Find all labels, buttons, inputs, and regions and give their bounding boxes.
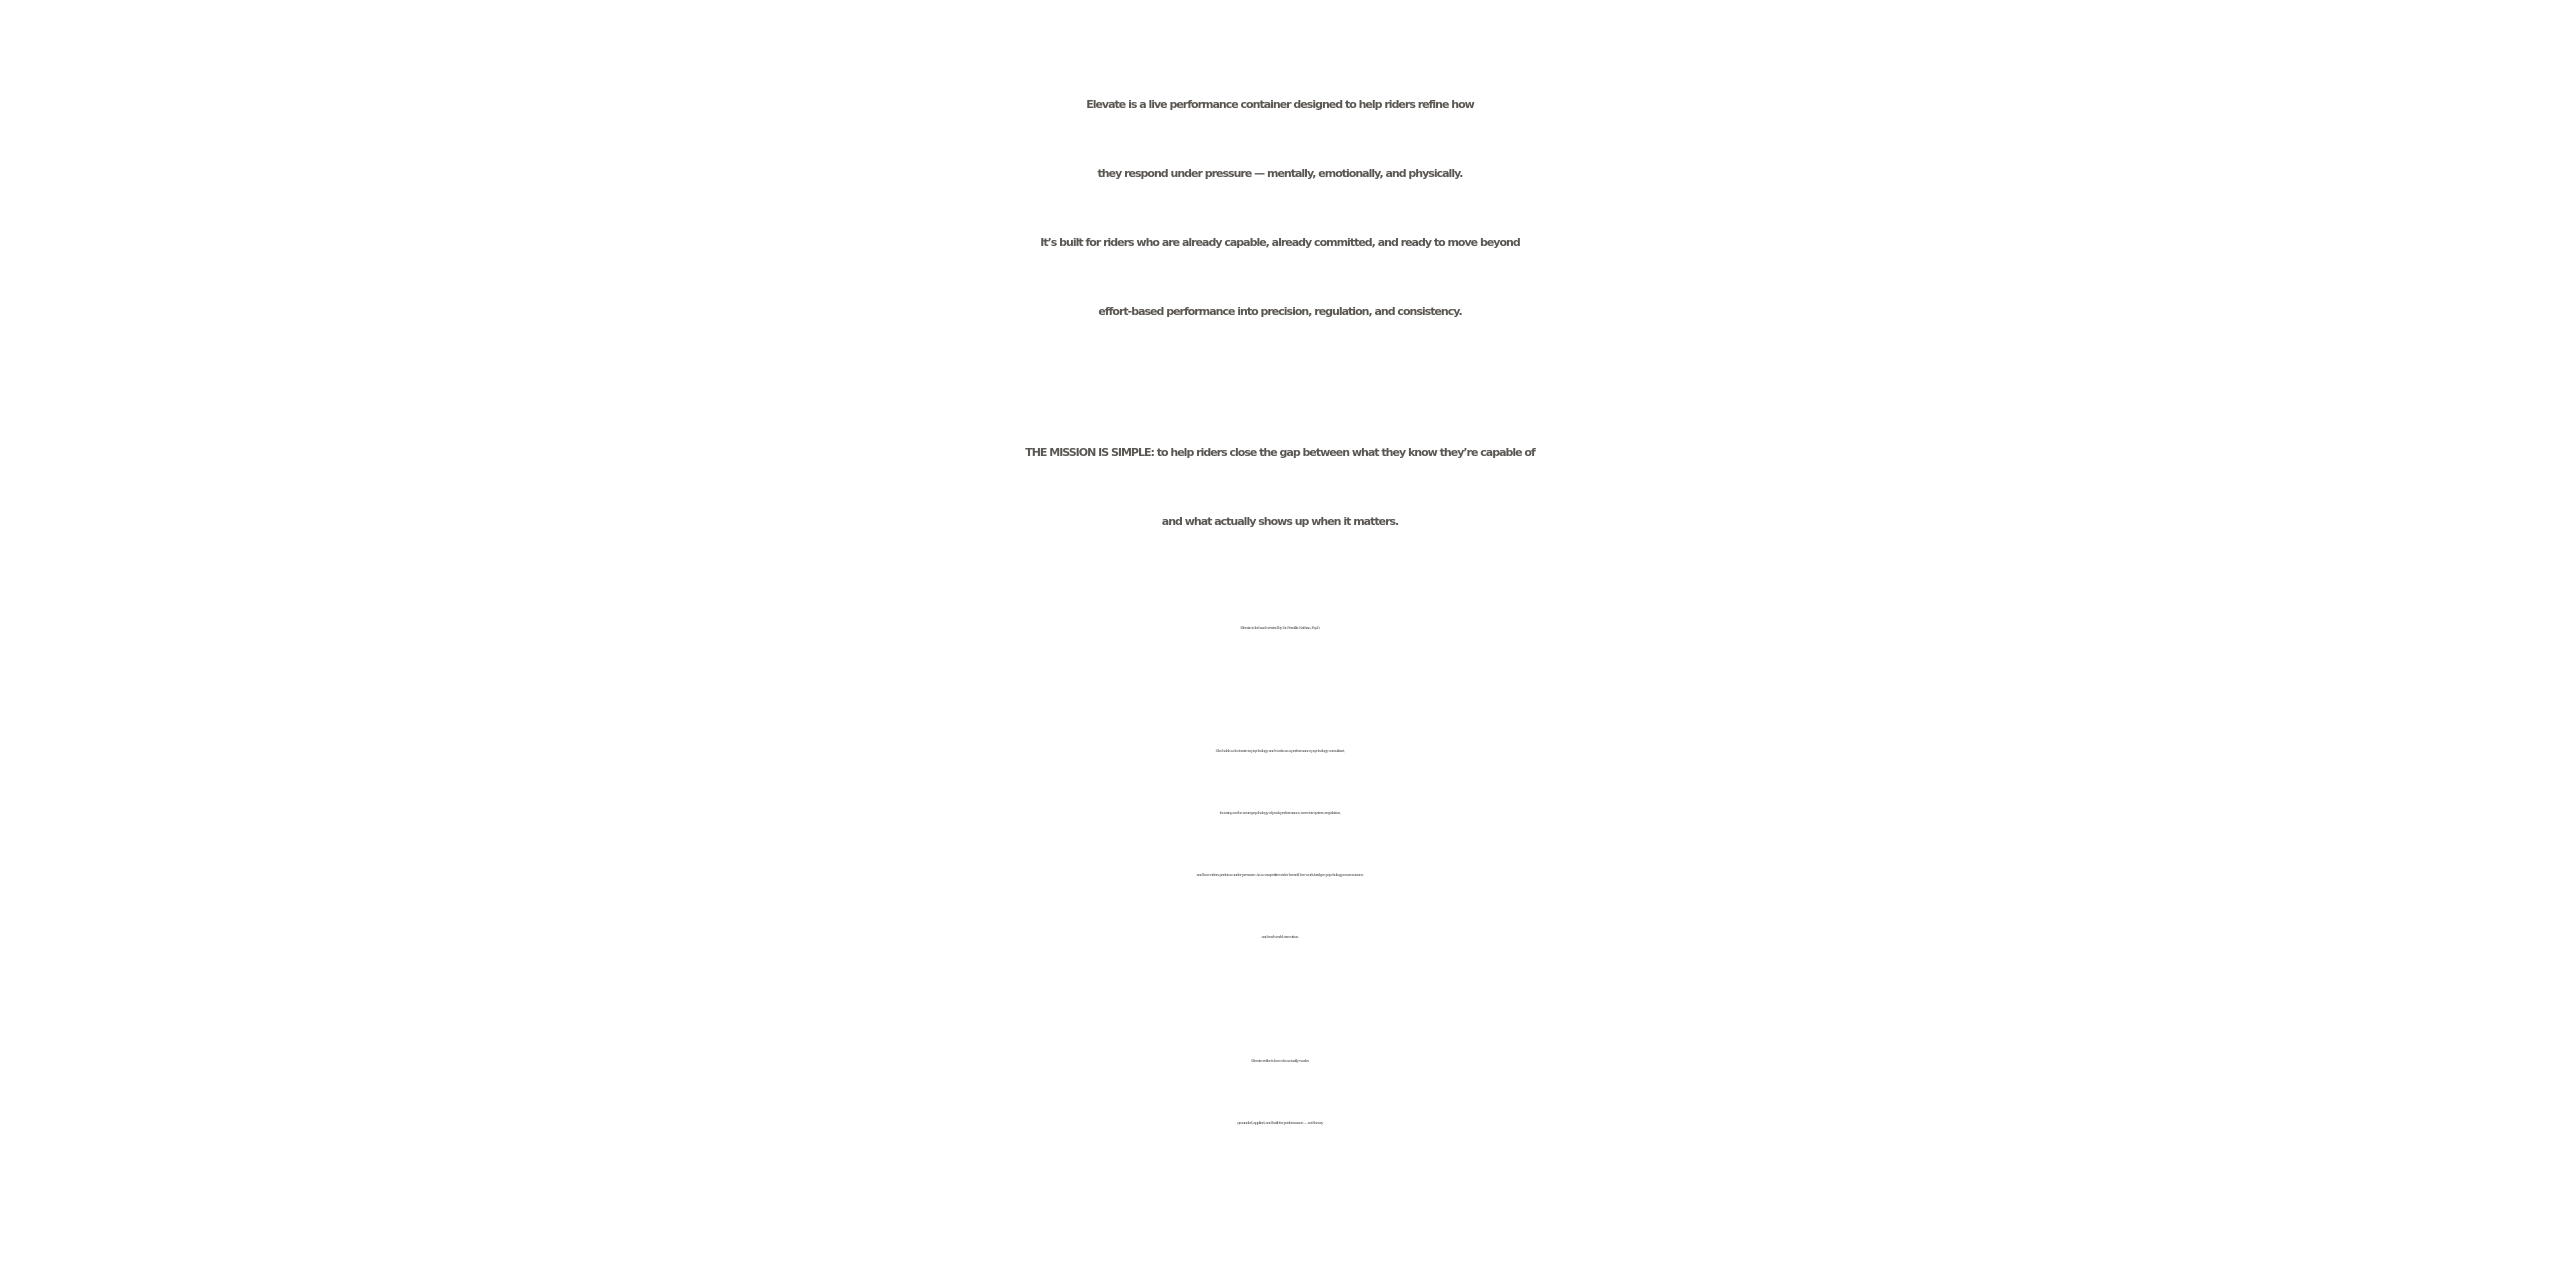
mission-line: and what actually shows up when it matters. (1161, 515, 1399, 528)
intro-line: they respond under pressure — mentally, emotionally, and physically. (1097, 167, 1463, 180)
approach-paragraph (0, 1030, 2560, 1154)
background-line: focusing on the neuropsychology of peak performance, nervous-system regulation, (1219, 810, 1341, 815)
background-line: She holds a doctorate in psychology and works as a performance psychology consultant, (1215, 748, 1345, 753)
background-line: and real-world execution. (1261, 934, 1299, 939)
creator-background-paragraph (0, 720, 2560, 968)
intro-line: Elevate is a live performance container designed to help riders refine how (1086, 98, 1474, 111)
intro-line: It’s built for riders who are already capable, already committed, and ready to move beyond (1040, 236, 1520, 249)
mission-line: THE MISSION IS SIMPLE: to help riders close the gap between what they know they’re capable of (1025, 446, 1535, 459)
intro-line: effort-based performance into precision, regulation, and consistency. (1098, 305, 1462, 318)
creator-credit-line: Elevate is led and created by Dr. Pernilla Nathan, Psy.D. (1240, 625, 1320, 630)
background-line: and how riders perform under pressure. As a competitive rider herself, her work bridges psychology, neuroscience, (1196, 872, 1364, 877)
mission-statement (0, 418, 2560, 556)
approach-line: grounded, applied, and built for performance — not theory. (1237, 1120, 1323, 1125)
intro-paragraph (0, 70, 2560, 346)
creator-credit (0, 597, 2560, 659)
approach-line: Elevate reflects how she actually works: (1251, 1058, 1309, 1063)
